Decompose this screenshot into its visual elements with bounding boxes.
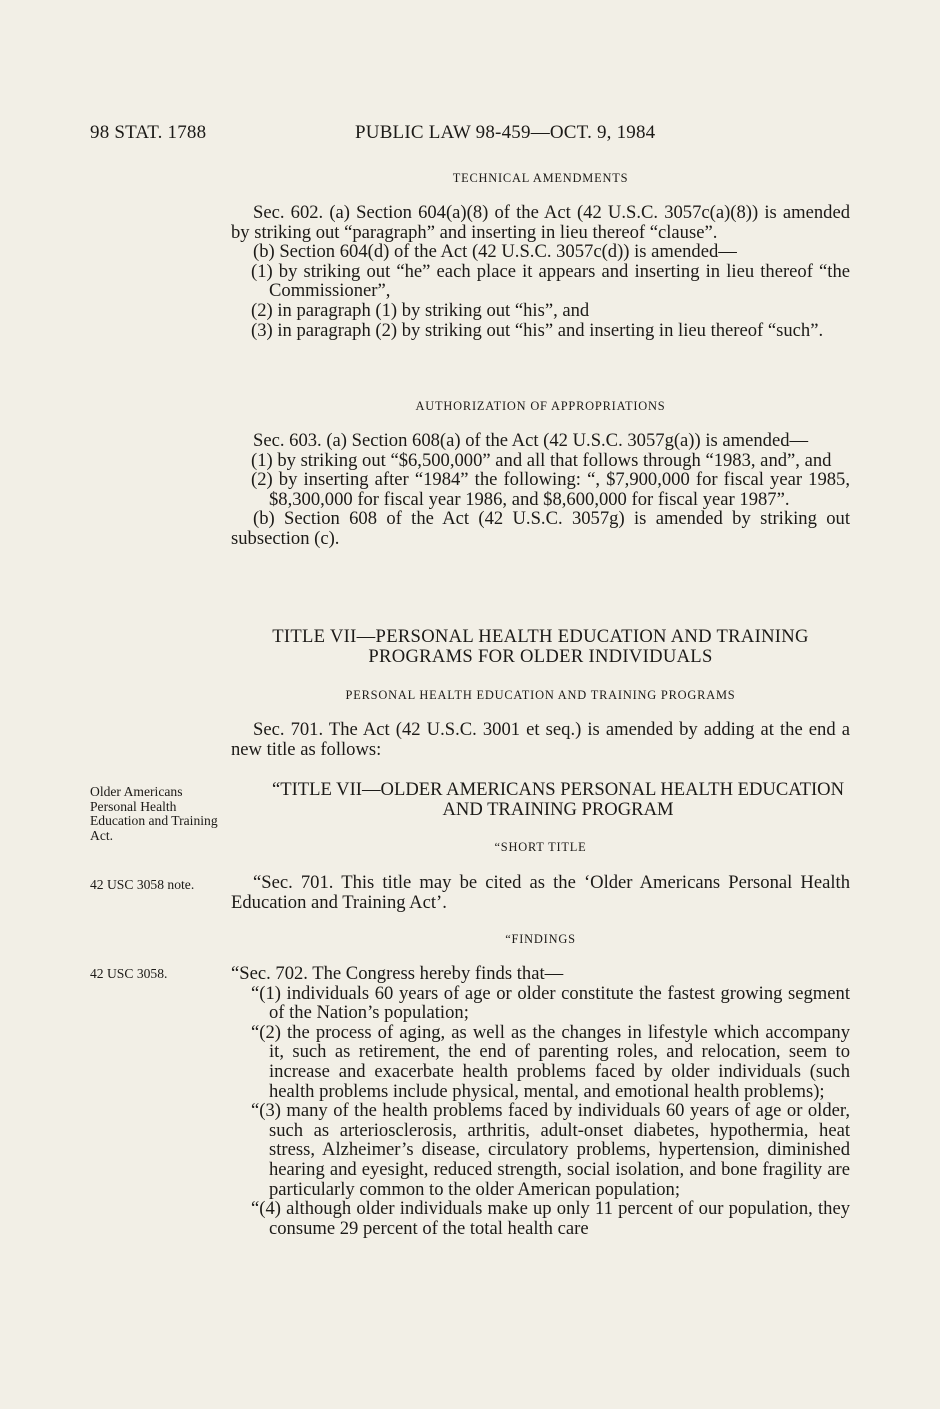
new-title-vii-heading: “TITLE VII—OLDER AMERICANS PERSONAL HEALTH EDUCATION AND TRAINING PROGRAM [271,779,845,820]
section-701-intro [231,720,850,759]
sec-602-b-3: (3) in paragraph (2) by striking out “his” and inserting in lieu thereof “such”. [251,319,824,341]
title-vii-subheading: PERSONAL HEALTH EDUCATION AND TRAINING PROGRAMS [345,688,736,702]
finding-4: “(4) although older individuals make up only 11 percent of our population, they consume 29 percent of the total health care [251,1198,850,1239]
finding-1: “(1) individuals 60 years of age or older constitute the fastest growing segment of the Nation’s population; [251,982,850,1024]
finding-2: “(2) the process of aging, as well as the changes in lifestyle which accompany it, such as retirement, the end of parenting roles, and relocation, seem to increase and exacerbate health problems faced by older individuals (such health problems include physical, mental, and emotional health problems); [251,1021,850,1102]
sec-702-intro: “Sec. 702. The Congress hereby finds that— [231,963,564,984]
page-title: PUBLIC LAW 98-459—OCT. 9, 1984 [355,122,656,143]
margin-note-act-name: Older Americans Personal Health Education and Training Act. [90,784,218,843]
findings-heading: “FINDINGS [505,932,576,946]
section-602 [231,203,850,340]
sec-701-intro: Sec. 701. The Act (42 U.S.C. 3001 et seq.) is amended by adding at the end a new title as follows: [231,719,850,760]
heading-authorization: AUTHORIZATION OF APPROPRIATIONS [415,399,666,413]
margin-note-usc-note: 42 USC 3058 note. [90,877,195,892]
short-title-heading: “SHORT TITLE [494,840,587,854]
finding-3: “(3) many of the health problems faced by individuals 60 years of age or older, such as arteriosclerosis, arthritis, adult-onset diabetes, hypothermia, heat stress, Alzheimer’s disease, circulatory problems, hypertension, diminished hearing and eyesight, reduced strength, social isolation, and bone fragility are particularly common to the older American population; [251,1100,850,1200]
stat-reference: 98 STAT. 1788 [90,122,207,143]
sec-602-b-1: (1) by striking out “he” each place it appears and inserting in lieu thereof “the Commissioner”, [251,260,850,302]
sec-603-b: (b) Section 608 of the Act (42 U.S.C. 3057g) is amended by striking out subsection (c). [231,508,850,549]
sec-603-a: Sec. 603. (a) Section 608(a) of the Act (42 U.S.C. 3057g(a)) is amended— [253,430,809,451]
sec-603-a-2: (2) by inserting after “1984” the following: “, $7,900,000 for fiscal year 1985, $8,300,000 for fiscal year 1986, and $8,600,000 for fiscal year 1987”. [251,469,850,510]
section-702 [231,964,850,1238]
sec-602-b-2: (2) in paragraph (1) by striking out “his”, and [251,299,590,321]
section-603 [231,431,850,549]
sec-602-b: (b) Section 604(d) of the Act (42 U.S.C. 3057c(d)) is amended— [253,241,737,263]
sec-602-a: Sec. 602. (a) Section 604(a)(8) of the Act (42 U.S.C. 3057c(a)(8)) is amended by striking out “paragraph” and inserting in lieu thereof “clause”. [231,202,850,243]
section-701-new [231,873,850,912]
sec-701-new: “Sec. 701. This title may be cited as the ‘Older Americans Personal Health Education and Training Act’. [231,872,850,913]
sec-603-a-1: (1) by striking out “$6,500,000” and all that follows through “1983, and”, and [251,449,832,471]
heading-technical-amendments: TECHNICAL AMENDMENTS [452,171,629,185]
margin-note-usc-3058: 42 USC 3058. [90,966,168,981]
title-vii-heading: TITLE VII—PERSONAL HEALTH EDUCATION AND TRAINING PROGRAMS FOR OLDER INDIVIDUALS [272,626,809,667]
